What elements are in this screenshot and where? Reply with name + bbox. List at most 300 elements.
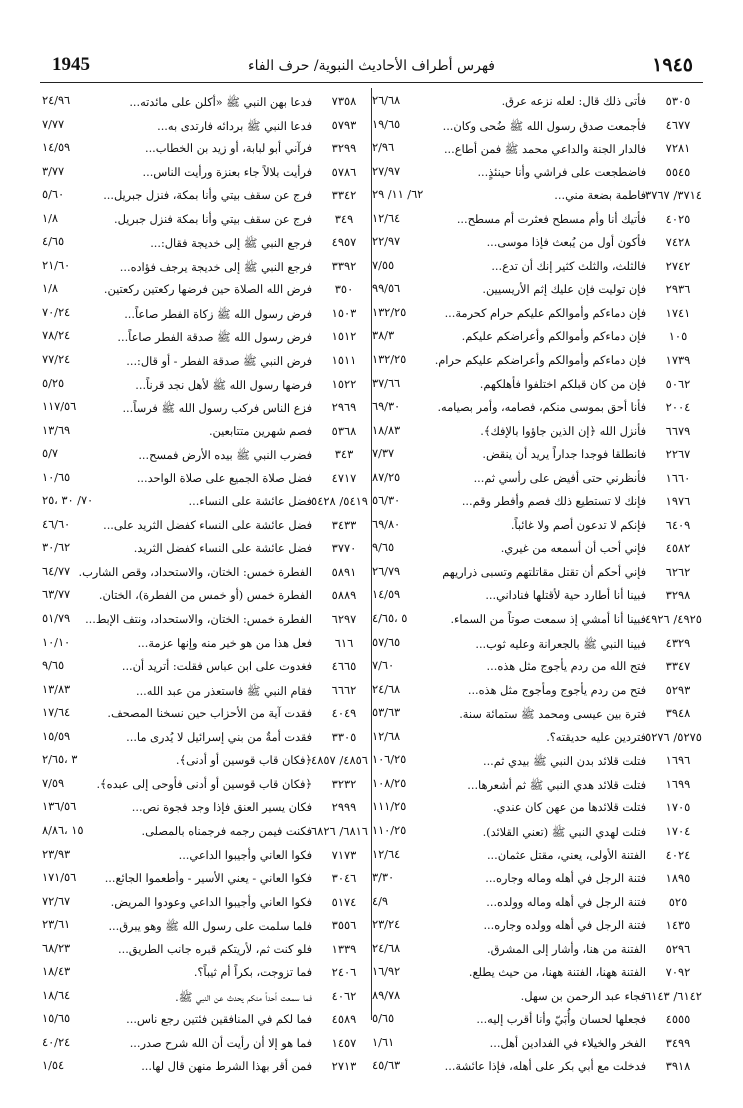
- hadith-number: ٣٣٩٢: [331, 258, 357, 273]
- hadith-incipit: فصم شهرين متتابعين.: [208, 424, 312, 438]
- index-entry: [372, 562, 704, 586]
- hadith-incipit: فبينا أنا أطارد حية لأقتلها فناداني...: [485, 589, 646, 603]
- hadith-incipit: فتنة الرجل في أهله وولده وجاره...: [483, 919, 646, 933]
- hadith-number: ٣٤٣: [334, 447, 354, 462]
- hadith-number: ٧٤٢٨: [665, 235, 691, 250]
- hadith-number: ١٦٦٠: [665, 470, 691, 485]
- hadith-incipit: فرجع النبي ﷺ إلى خديجة فقال:...: [150, 237, 312, 251]
- index-entry: [40, 585, 370, 609]
- book-chapter-ref: ٥/٦٥: [372, 1012, 395, 1026]
- book-chapter-ref: ٥/٦٠: [42, 188, 65, 202]
- hadith-number: ٧١٧٣: [331, 847, 357, 862]
- hadith-incipit: فأجمعت صدق رسول الله ﷺ ضُحى وكان...: [442, 119, 646, 133]
- index-entry: [372, 491, 704, 515]
- hadith-number: ٣٧٧٠: [331, 541, 357, 556]
- hadith-number: ١٧٣٩: [665, 353, 691, 368]
- hadith-incipit: فتح الله من ردم يأجوج مثل هذه...: [486, 660, 646, 674]
- hadith-incipit: ﴿فكان قاب قوسين أو أدنى﴾.: [175, 754, 312, 768]
- book-chapter-ref: ٩/٦٥: [372, 541, 395, 555]
- book-chapter-ref: ١/٨: [42, 211, 58, 225]
- book-chapter-ref: ١/٨: [42, 282, 58, 296]
- hadith-incipit: فضل صلاة الجميع على صلاة الواحد...: [136, 471, 312, 485]
- hadith-number: ٤٥٨٢: [665, 541, 691, 556]
- hadith-number: ٣٣٤٢: [331, 188, 357, 203]
- hadith-incipit: فالثلث، والثلث كثير إنك أن تدع...: [491, 259, 646, 273]
- index-entry: [40, 538, 370, 562]
- hadith-number: ٣٥٥٦: [331, 918, 357, 933]
- hadith-incipit: فإن دماءكم وأموالكم وأعراضكم عليكم حرام.: [434, 354, 646, 368]
- hadith-number: ٣٩١٨: [665, 1059, 691, 1074]
- index-entry: [372, 515, 704, 539]
- book-chapter-ref: ٦٢/ ١١/ ٢٩: [372, 188, 424, 202]
- hadith-number: ٢٢٦٧: [665, 447, 691, 462]
- hadith-number: ٣٤٣٣: [331, 517, 357, 532]
- index-entry: [372, 703, 704, 727]
- book-chapter-ref: ٥ ،٤/٦٥: [372, 612, 408, 626]
- hadith-number: ٣٧١٤/ ٣٧٦٧: [645, 188, 702, 203]
- hadith-number: ٥٥٤٥: [665, 164, 691, 179]
- index-entry: [40, 1056, 370, 1080]
- hadith-incipit: فرآني أبو لبابة، أو زيد بن الخطاب...: [145, 142, 312, 156]
- hadith-incipit: فرجع النبي ﷺ إلى خديجة يرجف فؤاده...: [119, 260, 312, 274]
- book-chapter-ref: ١١٠/٢٥: [372, 823, 407, 837]
- hadith-incipit: فزع الناس فركب رسول الله ﷺ فرساً...: [122, 402, 312, 416]
- index-entry: [372, 868, 704, 892]
- book-chapter-ref: ٤٥/٦٣: [372, 1059, 401, 1073]
- index-entry: [372, 326, 704, 350]
- hadith-incipit: فرج عن سقف بيتي وأنا بمكة فنزل جبريل.: [114, 212, 312, 226]
- hadith-number: ٥٠٦٢: [665, 376, 691, 391]
- book-chapter-ref: ١٣٦/٥٦: [42, 800, 77, 814]
- index-entry: [40, 562, 370, 586]
- hadith-incipit: فأكون أول من يُبعث فإذا موسى...: [486, 236, 646, 250]
- hadith-number: ٢٩٦٩: [331, 400, 357, 415]
- hadith-incipit: فإني أحكم أن تقتل مقاتلتهم وتسبى ذراريهم: [442, 565, 646, 579]
- hadith-number: ٤٠٦٢: [331, 988, 357, 1003]
- hadith-incipit: فأنظرني حتى أفيض على رأسي ثم...: [473, 471, 646, 485]
- hadith-incipit: فضل عائشة على النساء...: [188, 495, 312, 509]
- hadith-number: ١٨٩٥: [665, 871, 691, 886]
- book-chapter-ref: ١٣/٦٩: [42, 423, 71, 437]
- hadith-number: ٧٣٥٨: [331, 94, 357, 108]
- book-chapter-ref: ٦٤/٧٧: [42, 564, 71, 578]
- hadith-incipit: فما سمعت أحداً منكم يحدث عن النبي ﷺ.: [175, 990, 312, 1004]
- hadith-incipit: فما تزوجت، بكراً أم ثيباً؟.: [193, 966, 312, 980]
- index-entry: [40, 209, 370, 233]
- book-chapter-ref: ٦٨/٢٣: [42, 941, 71, 955]
- hadith-incipit: فرأيت بلالاً جاء بعنزة ورأيت الناس...: [142, 165, 312, 179]
- book-chapter-ref: ٣٧/٦٦: [372, 376, 401, 390]
- hadith-incipit: فبينا النبي ﷺ بالجعرانة وعليه ثوب...: [475, 637, 646, 651]
- index-entry: [40, 868, 370, 892]
- hadith-incipit: فاضطجعت على فراشي وأنا حينئذٍ...: [477, 165, 646, 179]
- book-chapter-ref: ١١٧/٥٦: [42, 400, 77, 414]
- hadith-number: ٣٢٩٨: [665, 588, 691, 603]
- book-chapter-ref: ٢٤/٦٨: [372, 941, 401, 955]
- hadith-number: ٦١٦: [334, 635, 354, 650]
- hadith-incipit: فرض رسول الله ﷺ صدقة الفطر صاعاً...: [117, 331, 312, 345]
- index-entry: [372, 397, 704, 421]
- index-entry: [40, 515, 370, 539]
- hadith-incipit: فإن دماءكم وأموالكم عليكم حرام كحرمة...: [444, 306, 646, 320]
- hadith-number: ٢٩٣٦: [665, 282, 691, 297]
- hadith-incipit: فدعا بهن النبي ﷺ «أكلن على مائدته...: [129, 96, 312, 109]
- index-entry: [372, 162, 704, 186]
- hadith-number: ٦٦٦٢: [331, 682, 357, 697]
- hadith-number: ٢٩٩٩: [331, 800, 357, 815]
- index-entry: [40, 303, 370, 327]
- hadith-number: ١٦٩٩: [665, 776, 691, 791]
- book-chapter-ref: ١٣/٨٣: [42, 682, 71, 696]
- book-chapter-ref: ٢٦/٧٩: [372, 564, 401, 578]
- hadith-incipit: فجاء عبد الرحمن بن سهل.: [520, 989, 646, 1003]
- hadith-incipit: فلو كنت ثم، لأريتكم قبره جانب الطريق...: [118, 942, 312, 956]
- hadith-incipit: فتح من ردم يأجوج ومأجوج مثل هذه...: [467, 683, 646, 697]
- hadith-number: ٣٢٣٢: [331, 776, 357, 791]
- book-chapter-ref: ٩٩/٥٦: [372, 282, 401, 296]
- hadith-incipit: فقدت أمةٌ من بني إسرائيل لا يُدرى ما...: [126, 730, 312, 744]
- index-entry: [40, 680, 370, 704]
- hadith-incipit: فرج عن سقف بيتي وأنا بمكة، فنزل جبريل...: [103, 189, 312, 203]
- hadith-number: ٦١٤٢/ ٦١٤٣: [645, 988, 702, 1003]
- hadith-incipit: فإن توليت فإن عليك إثم الأريسيين.: [482, 283, 646, 297]
- book-chapter-ref: ١٨/٨٣: [372, 423, 401, 437]
- index-entry: [372, 444, 704, 468]
- index-entry: [40, 162, 370, 186]
- hadith-incipit: فإن من كان قبلكم اختلفوا فأهلكهم.: [479, 377, 646, 391]
- book-chapter-ref: ٨٧/٢٥: [372, 470, 401, 484]
- book-chapter-ref: ٧٠/ ٣٠ ،٢٥: [42, 494, 94, 508]
- book-chapter-ref: ١٩/٦٥: [372, 117, 401, 131]
- hadith-incipit: فترة بين عيسى ومحمد ﷺ ستمائة سنة.: [459, 708, 646, 722]
- hadith-incipit: فتلت قلائد هدي النبي ﷺ ثم أشعرها...: [467, 778, 646, 792]
- book-chapter-ref: ٧/٥٥: [372, 258, 395, 272]
- hadith-incipit: فكوا العاني - يعني الأسير - وأطعموا الجائع...: [104, 872, 312, 886]
- book-chapter-ref: ٥٧/٦٥: [372, 635, 401, 649]
- hadith-incipit: الفتنة الأولى، يعني، مقتل عثمان...: [486, 848, 646, 862]
- index-entry: [40, 444, 370, 468]
- hadith-incipit: الفتنة من هنا، وأشار إلى المشرق.: [487, 942, 646, 956]
- book-chapter-ref: ٦٩/٣٠: [372, 400, 401, 414]
- book-chapter-ref: ١٥/٥٩: [42, 729, 71, 743]
- hadith-incipit: الفتنة ههنا، الفتنة ههنا، من حيث يطلع.: [468, 966, 646, 980]
- hadith-number: ١٤٥٧: [331, 1035, 357, 1050]
- hadith-incipit: فقدت آية من الأحزاب حين نسخنا المصحف.: [107, 707, 312, 721]
- book-chapter-ref: ١٤/٥٩: [42, 141, 71, 155]
- book-chapter-ref: ٣٠/٦٢: [42, 541, 71, 555]
- book-chapter-ref: ٥/٧: [42, 447, 58, 461]
- index-entry: [372, 1056, 704, 1080]
- book-chapter-ref: ١٧١/٥٦: [42, 871, 77, 885]
- hadith-incipit: فتلت قلائدها من عهن كان عندي.: [492, 801, 646, 815]
- hadith-number: ٥٢٩٣: [665, 682, 691, 697]
- index-entry: [372, 303, 704, 327]
- hadith-incipit: فرض الله الصلاة حين فرضها ركعتين ركعتين.: [103, 283, 312, 297]
- index-entry: [40, 821, 370, 845]
- index-entry: [372, 750, 704, 774]
- book-chapter-ref: ١٥/٦٥: [42, 1012, 71, 1026]
- hadith-number: ٤٦٧٧: [665, 117, 691, 132]
- hadith-incipit: فتنة الرجل في أهله وماله وولده...: [486, 895, 646, 909]
- hadith-number: ٥٣٦٨: [331, 423, 357, 438]
- index-entry: [40, 845, 370, 869]
- index-entry: [372, 115, 704, 139]
- hadith-number: ٤٧١٧: [331, 470, 357, 485]
- book-chapter-ref: ٤/٦٥: [42, 235, 65, 249]
- index-entry: [40, 633, 370, 657]
- book-chapter-ref: ١٢/٦٨: [372, 729, 401, 743]
- index-entry: [40, 279, 370, 303]
- hadith-number: ٣٣٠٥: [331, 729, 357, 744]
- hadith-number: ٣٢٩٩: [331, 141, 357, 156]
- hadith-incipit: فلما سلمت على رسول الله ﷺ وهو يبرق...: [108, 920, 312, 934]
- book-chapter-ref: ٣/٧٧: [42, 164, 65, 178]
- index-entry: [372, 421, 704, 445]
- hadith-number: ٥٣٠٥: [665, 94, 691, 108]
- book-chapter-ref: ٥/٢٥: [42, 376, 65, 390]
- hadith-number: ٢٠٠٤: [665, 400, 691, 415]
- hadith-number: ١٤٣٥: [665, 918, 691, 933]
- index-entry: [40, 703, 370, 727]
- hadith-incipit: فرض رسول الله ﷺ زكاة الفطر صاعاً...: [124, 307, 312, 321]
- index-entry: [372, 279, 704, 303]
- book-chapter-ref: ٧٧/٢٤: [42, 353, 71, 367]
- book-chapter-ref: ٧٠/٢٤: [42, 305, 71, 319]
- hadith-number: ٥٧٩٣: [331, 117, 357, 132]
- book-chapter-ref: ٣ ،٢/٦٥: [42, 753, 78, 767]
- index-entry: [372, 585, 704, 609]
- index-entry: [372, 538, 704, 562]
- hadith-number: ١٥٠٣: [331, 305, 357, 320]
- book-chapter-ref: ١٨/٤٣: [42, 965, 71, 979]
- book-chapter-ref: ٢٧/٩٧: [372, 164, 401, 178]
- book-chapter-ref: ٧/٧٧: [42, 117, 65, 131]
- book-chapter-ref: ٢/٩٦: [372, 141, 395, 155]
- hadith-number: ٤٠٢٤: [665, 847, 691, 862]
- page-number-latin: 1945: [52, 54, 90, 75]
- hadith-number: ٥٢٩٦: [665, 941, 691, 956]
- hadith-number: ٥٤١٩/ ٥٤٢٨: [311, 494, 368, 509]
- index-entry: [372, 138, 704, 162]
- index-entry: [40, 326, 370, 350]
- hadith-incipit: فرضها رسول الله ﷺ لأهل نجد قرناً...: [135, 378, 312, 392]
- hadith-number: ١٩٧٦: [665, 494, 691, 509]
- book-chapter-ref: ١٠٨/٢٥: [372, 776, 407, 790]
- hadith-incipit: ﴿فكان قاب قوسين أو أدنى فأوحى إلى عبده﴾.: [96, 777, 312, 791]
- book-chapter-ref: ٢٢/٩٧: [372, 235, 401, 249]
- book-chapter-ref: ٢٣/٢٤: [372, 918, 401, 932]
- hadith-number: ٤٨٥٦/ ٤٨٥٧: [311, 753, 368, 768]
- book-chapter-ref: ٤/٩: [372, 894, 388, 908]
- book-chapter-ref: ٣٨/٣: [372, 329, 395, 343]
- hadith-incipit: الفخر والخيلاء في الفدادين أهل...: [489, 1036, 646, 1050]
- book-chapter-ref: ٢٣/٦١: [42, 918, 71, 932]
- hadith-number: ٦٤٠٩: [665, 517, 691, 532]
- book-chapter-ref: ٢١/٦٠: [42, 258, 71, 272]
- hadith-number: ٢٧٤٢: [665, 258, 691, 273]
- hadith-incipit: فبينا أنا أمشي إذ سمعت صوتاً من السماء.: [450, 613, 646, 627]
- index-entry: [40, 962, 370, 986]
- hadith-incipit: فدخلت مع أبي بكر على أهله، فإذا عائشة...: [444, 1060, 646, 1074]
- hadith-incipit: فرض النبي ﷺ صدقة الفطر - أو قال:...: [126, 355, 312, 369]
- book-chapter-ref: ١٣٢/٢٥: [372, 305, 407, 319]
- book-chapter-ref: ١٤/٥٩: [372, 588, 401, 602]
- hadith-number: ٥٨٩١: [331, 564, 357, 579]
- book-chapter-ref: ١٧/٦٤: [42, 706, 71, 720]
- hadith-incipit: فعل هذا من هو خير منه وإنها عزمة...: [137, 636, 312, 650]
- book-chapter-ref: ٢٤/٦٨: [372, 682, 401, 696]
- index-entry: [372, 680, 704, 704]
- hadith-incipit: فإني أحب أن أسمعه من غيري.: [500, 542, 646, 556]
- page-title: فهرس أطراف الأحاديث النبوية/ حرف الفاء: [248, 58, 495, 74]
- hadith-number: ١٧٠٥: [665, 800, 691, 815]
- book-chapter-ref: ٣/٣٠: [372, 871, 395, 885]
- hadith-number: ٥٢٥: [668, 894, 688, 909]
- page-number-arabic: ١٩٤٥: [652, 55, 693, 76]
- hadith-incipit: فأنا أحق بموسى منكم، فصامه، وأمر بصيامه.: [437, 401, 646, 415]
- book-chapter-ref: ٧/٦٠: [372, 659, 395, 673]
- hadith-number: ٧٠٩٢: [665, 965, 691, 980]
- book-chapter-ref: ٦٣/٧٧: [42, 588, 71, 602]
- index-entry: [40, 609, 370, 633]
- book-chapter-ref: ٨٩/٧٨: [372, 988, 401, 1002]
- index-entry: [372, 1009, 704, 1033]
- book-chapter-ref: ١٦/٩٢: [372, 965, 401, 979]
- index-entry: [40, 397, 370, 421]
- hadith-incipit: فإن دماءكم وأموالكم وأعراضكم عليكم.: [461, 330, 646, 344]
- index-entry: [40, 491, 370, 515]
- hadith-incipit: فما لكم في المنافقين فئتين رجع ناس...: [126, 1013, 312, 1027]
- index-entry: [40, 115, 370, 139]
- index-entry: [372, 774, 704, 798]
- index-entry: [40, 232, 370, 256]
- hadith-number: ٦٢٩٧: [331, 612, 357, 627]
- hadith-number: ٤٩٥٧: [331, 235, 357, 250]
- book-chapter-ref: ١/٥٤: [42, 1059, 65, 1073]
- hadith-incipit: فقام النبي ﷺ فاستعذر من عبد الله...: [136, 684, 312, 698]
- book-chapter-ref: ٧/٣٧: [372, 447, 395, 461]
- book-chapter-ref: ٥٣/٦٣: [372, 706, 401, 720]
- hadith-number: ٤٠٤٩: [331, 706, 357, 721]
- left-column: [40, 91, 370, 1080]
- book-chapter-ref: ٧/٥٩: [42, 776, 65, 790]
- hadith-incipit: فكوا العاني وأجيبوا الداعي...: [178, 848, 312, 862]
- hadith-number: ٣٥٠: [334, 282, 354, 297]
- hadith-incipit: فإنكم لا تدعون أصم ولا غائباً.: [510, 518, 646, 532]
- index-entry: [372, 797, 704, 821]
- hadith-incipit: فتردين عليه حديقته؟.: [546, 730, 646, 744]
- book-chapter-ref: ١١١/٢٥: [372, 800, 407, 814]
- hadith-incipit: فأنزل الله ﴿إن الذين جاؤوا بالإفك﴾.: [480, 424, 646, 438]
- index-entry: [372, 468, 704, 492]
- hadith-incipit: الفطرة خمس (أو خمس من الفطرة)، الختان.: [98, 589, 312, 603]
- hadith-number: ٤٩٢٥/ ٤٩٢٦: [645, 612, 702, 627]
- hadith-number: ٣٠٤٦: [331, 871, 357, 886]
- hadith-incipit: فمن أقر بهذا الشرط منهن قال لها...: [141, 1060, 312, 1074]
- hadith-number: ٥٨٨٩: [331, 588, 357, 603]
- book-chapter-ref: ٤٦/٦٠: [42, 517, 71, 531]
- index-entry: [372, 350, 704, 374]
- index-entry: [372, 1033, 704, 1057]
- index-entry: [372, 845, 704, 869]
- hadith-number: ٢٤٠٦: [331, 965, 357, 980]
- index-entry: [40, 727, 370, 751]
- hadith-incipit: فغدوت على ابن عباس فقلت: أتريد أن...: [121, 660, 312, 674]
- page-header: [40, 52, 703, 82]
- book-chapter-ref: ١٣٢/٢٥: [372, 353, 407, 367]
- hadith-incipit: الفطرة خمس: الختان، والاستحداد، وقص الشارب.: [78, 565, 312, 579]
- hadith-number: ٥٢٧٥/ ٥٢٧٦: [645, 729, 702, 744]
- hadith-number: ٣٩٤٨: [665, 706, 691, 721]
- hadith-incipit: فكان يسير العنق فإذا وجد فجوة نص...: [131, 801, 312, 815]
- hadith-number: ٦٦٧٩: [665, 423, 691, 438]
- book-chapter-ref: ١٠/١٠: [42, 635, 71, 649]
- hadith-incipit: فكنت فيمن رجمه فرجمناه بالمصلى.: [141, 824, 312, 838]
- index-entry: [40, 915, 370, 939]
- hadith-incipit: فتنة الرجل في أهله وماله وجاره...: [485, 872, 646, 886]
- hadith-incipit: فضرب النبي ﷺ بيده الأرض فمسح...: [138, 449, 312, 463]
- book-chapter-ref: ١٨/٦٤: [42, 988, 71, 1002]
- header-rule: [40, 82, 703, 83]
- index-entry: [40, 1009, 370, 1033]
- hadith-number: ٤٥٥٥: [665, 1012, 691, 1027]
- hadith-number: ٤٠٢٥: [665, 211, 691, 226]
- index-entry: [40, 939, 370, 963]
- hadith-number: ٣٣٤٧: [665, 659, 691, 674]
- hadith-incipit: فضل عائشة على النساء كفضل الثريد.: [133, 542, 312, 556]
- index-entry: [40, 468, 370, 492]
- hadith-incipit: فكوا العاني وأجيبوا الداعي وعودوا المريض.: [110, 895, 312, 909]
- book-chapter-ref: ١٠٦/٢٥: [372, 753, 407, 767]
- index-entry: [40, 138, 370, 162]
- index-entry: [372, 915, 704, 939]
- hadith-number: ٤٦٦٥: [331, 659, 357, 674]
- index-entry: [372, 986, 704, 1010]
- hadith-number: ٥٧٨٦: [331, 164, 357, 179]
- book-chapter-ref: ٥٦/٣٠: [372, 494, 401, 508]
- book-chapter-ref: ١٢/٦٤: [372, 847, 401, 861]
- index-entry: [372, 232, 704, 256]
- index-entry: [372, 656, 704, 680]
- hadith-number: ١٠٥: [668, 329, 688, 344]
- hadith-incipit: فضل عائشة على النساء كفضل الثريد على...: [103, 518, 312, 532]
- hadith-incipit: فأتى ذلك قال: لعله نزعه عرق.: [501, 95, 646, 108]
- index-entry: [372, 609, 704, 633]
- index-entry: [40, 656, 370, 680]
- hadith-number: ٤٣٢٩: [665, 635, 691, 650]
- hadith-incipit: فإنك لا تستطيع ذلك فصم وأفطر وقم...: [461, 495, 646, 509]
- hadith-incipit: فأتيك أنا وأم مسطح فعثرت أم مسطح...: [456, 212, 646, 226]
- hadith-number: ٤٥٨٩: [331, 1012, 357, 1027]
- index-entry: [40, 374, 370, 398]
- index-entry: [40, 892, 370, 916]
- hadith-number: ٣٤٩: [334, 211, 354, 226]
- book-chapter-ref: ٢٣/٩٣: [42, 847, 71, 861]
- hadith-number: ١٣٣٩: [331, 941, 357, 956]
- index-entry: [372, 91, 704, 115]
- index-entry: [372, 892, 704, 916]
- hadith-number: ١٧٠٤: [665, 823, 691, 838]
- right-column: [372, 91, 704, 1080]
- book-chapter-ref: ٢٦/٦٨: [372, 94, 401, 107]
- index-entry: [40, 986, 370, 1010]
- hadith-incipit: فانطلقا فوجدا جداراً يريد أن ينقض.: [482, 448, 646, 462]
- index-entry: [372, 374, 704, 398]
- hadith-number: ٥١٧٤: [331, 894, 357, 909]
- hadith-incipit: فما هو إلا أن رأيت أن الله شرح صدر...: [129, 1036, 312, 1050]
- index-entry: [40, 1033, 370, 1057]
- hadith-incipit: فدعا النبي ﷺ بردائه فارتدى به...: [157, 119, 312, 133]
